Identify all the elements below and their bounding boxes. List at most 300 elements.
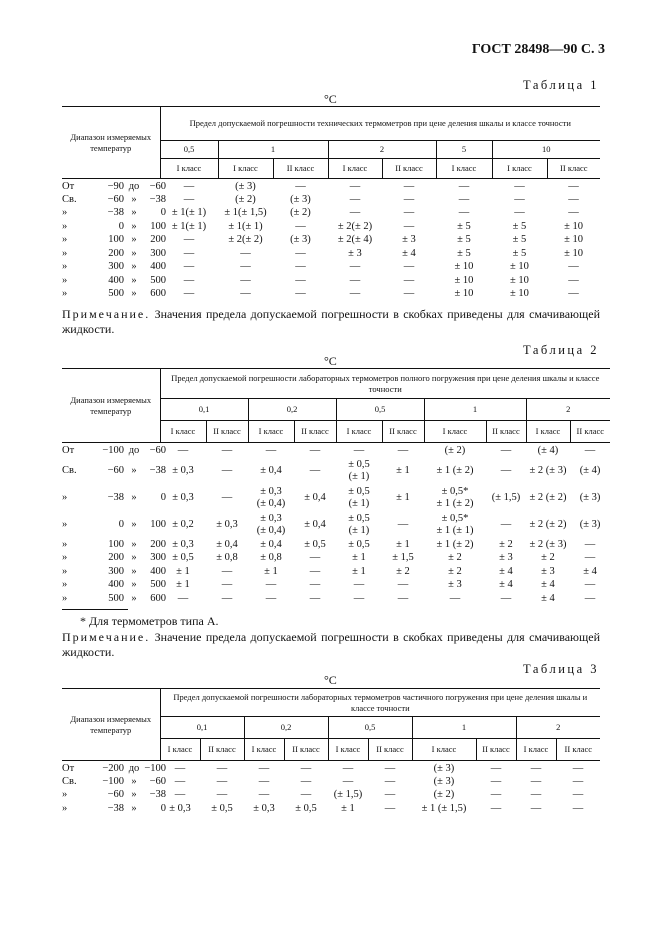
value-cell: ± 2 (± 3) [529, 464, 567, 476]
range-part: От [62, 445, 75, 456]
value-cell: — [568, 261, 579, 273]
range-part: » [62, 491, 68, 503]
value-cell: — [403, 193, 415, 205]
value-cell: — [183, 181, 195, 192]
value-cell: ± 5 [457, 247, 471, 259]
value-cell: — [295, 261, 306, 273]
range-part: » [131, 274, 137, 286]
value-cell: ± 4 [583, 565, 597, 577]
range-part: » [131, 552, 137, 564]
table3-class-header: II класс [200, 739, 244, 761]
table1-class-header: I класс [160, 159, 218, 179]
range-part: 300 [150, 247, 166, 259]
value-cell: ± 0,4 [304, 518, 326, 530]
value-cell: ± 0,4 [260, 538, 282, 550]
value-cell: — [403, 261, 415, 273]
table2-footnote: * Для термометров типа А. [80, 614, 219, 628]
value-cell: ± 1 (± 2) [436, 464, 474, 476]
value-cell: ± 1(± 1) [171, 207, 207, 219]
value-cell: — [240, 261, 251, 273]
range-part: −100 [102, 775, 124, 787]
value-cell: — [490, 802, 502, 814]
value-cell: ± 2 [448, 552, 462, 564]
value-cell: — [183, 274, 195, 286]
table3-class-header: I класс [160, 739, 200, 761]
table2-class-header: I класс [424, 421, 486, 443]
range-cell [62, 775, 166, 789]
range-part: 300 [108, 261, 124, 273]
value-cell: — [309, 552, 321, 564]
range-part: −200 [102, 763, 124, 774]
table1-note-label: Примечание. [62, 307, 151, 321]
value-cell: — [342, 763, 354, 774]
table1-division: 10 [492, 141, 600, 159]
range-cell [62, 179, 166, 194]
value-cell: — [221, 592, 233, 604]
value-cell: — [265, 579, 277, 591]
table2-class-header: I класс [160, 421, 206, 443]
value-cell: — [572, 775, 584, 787]
table2-division: 0,1 [160, 399, 248, 421]
value-cell: ± 0,5 [211, 802, 233, 814]
value-cell: ± 2(± 4) [337, 234, 373, 246]
range-part: » [131, 207, 137, 219]
range-part: » [131, 491, 137, 503]
table2-unit: °C [324, 354, 337, 368]
value-cell: (± 3) [579, 518, 601, 530]
value-cell: — [221, 491, 233, 503]
value-cell: — [221, 579, 233, 591]
value-cell: ± 0,3 [172, 464, 194, 476]
table1-class-header: II класс [547, 159, 600, 179]
value-cell: — [349, 288, 361, 300]
table2-note-label: Примечание. [62, 630, 151, 644]
value-cell: (± 4) [537, 445, 559, 456]
range-part: 300 [108, 565, 124, 577]
table3-caption: Таблица 3 [523, 662, 599, 676]
range-part: 200 [150, 234, 166, 246]
range-cell [62, 274, 166, 288]
value-cell: — [258, 775, 270, 787]
table-row [62, 789, 600, 803]
range-part: 200 [108, 552, 124, 564]
value-cell: — [216, 775, 228, 787]
table3-division: 0,1 [160, 717, 244, 739]
range-part: » [62, 552, 68, 564]
value-cell: — [397, 445, 409, 456]
value-cell: — [174, 763, 186, 774]
table3-division: 2 [516, 717, 600, 739]
table2-class-header: II класс [294, 421, 336, 443]
value-cell: ± 10 [510, 261, 529, 273]
value-cell: ± 10 [454, 261, 474, 273]
value-cell: — [183, 261, 195, 273]
value-cell: ± 1 [264, 565, 278, 577]
range-cell [62, 538, 166, 552]
value-cell: ± 1 [396, 464, 410, 476]
value-cell: ± 3 [541, 565, 555, 577]
table3-division: 1 [412, 717, 516, 739]
range-part: » [62, 802, 68, 814]
value-cell: — [384, 789, 396, 801]
value-cell: — [530, 775, 542, 787]
range-part: −38 [149, 464, 166, 476]
value-cell: — [584, 538, 596, 550]
value-cell: (± 3) [290, 234, 311, 246]
table2-class-header: II класс [486, 421, 526, 443]
range-part: 400 [150, 565, 166, 577]
value-cell: — [584, 579, 596, 591]
value-cell: — [221, 464, 233, 476]
value-cell: ± 2 (± 3) [529, 538, 567, 550]
range-cell [62, 288, 166, 302]
table-row [62, 193, 600, 207]
value-cell: ± 0,3 [216, 518, 238, 530]
value-cell: — [403, 220, 415, 232]
table1-class-header: I класс [328, 159, 382, 179]
value-cell: — [572, 763, 584, 774]
table2-division: 0,5 [336, 399, 424, 421]
value-cell: ± 5 [512, 234, 527, 246]
value-cell: ± 0,3 [172, 538, 194, 550]
value-cell: ± 0,3 [172, 491, 194, 503]
value-cell: ± 2(± 2) [228, 234, 263, 246]
value-cell: ± 0,4 [260, 464, 282, 476]
value-cell: — [183, 234, 195, 246]
range-part: 100 [108, 538, 124, 550]
range-part: » [131, 518, 137, 530]
range-part: −38 [149, 789, 166, 801]
value-cell: — [349, 274, 361, 286]
range-part: −60 [107, 464, 124, 476]
value-cell: (± 3) [433, 775, 455, 787]
value-cell: — [572, 789, 584, 801]
table1-unit: °C [324, 92, 337, 106]
range-part: 600 [150, 288, 166, 300]
range-cell [62, 565, 166, 579]
value-cell: — [530, 789, 542, 801]
value-cell: — [584, 592, 596, 604]
table-row [62, 179, 600, 194]
value-cell: — [240, 247, 251, 259]
range-part: » [131, 775, 137, 787]
value-cell: — [295, 220, 306, 232]
value-cell: (± 4) [579, 464, 601, 476]
value-cell: (± 2) [235, 193, 256, 205]
table-row [62, 579, 610, 593]
value-cell: ± 4 [499, 565, 513, 577]
range-part: » [62, 220, 68, 232]
value-cell: — [530, 802, 542, 814]
range-part: 500 [150, 579, 166, 591]
range-part: От [62, 181, 75, 192]
range-part: 500 [108, 592, 124, 604]
value-cell: ± 10 [454, 288, 474, 300]
range-cell [62, 261, 166, 275]
table1-division: 1 [218, 141, 328, 159]
value-cell: ± 2 [541, 552, 555, 564]
value-cell: (± 3) [290, 193, 311, 205]
value-cell: ± 5 [457, 234, 471, 246]
value-cell: ± 0,3 (± 0,4) [256, 512, 286, 536]
range-part: 500 [150, 274, 166, 286]
range-part: 600 [150, 592, 166, 604]
table3-class-header: I класс [244, 739, 284, 761]
range-part: » [62, 789, 68, 801]
table2-class-header: I класс [248, 421, 294, 443]
value-cell: ± 1(± 1,5) [224, 207, 267, 219]
value-cell: ± 3 [499, 552, 513, 564]
table-row [62, 247, 600, 261]
value-cell: — [349, 193, 361, 205]
table2-division: 1 [424, 399, 526, 421]
range-part: −60 [107, 193, 124, 205]
table1-main-header: Предел допускаемой погрешности технических термометров при цене деления шкалы и классе точности [160, 107, 600, 141]
value-cell: — [183, 288, 195, 300]
value-cell: — [240, 274, 251, 286]
table2-class-header: II класс [570, 421, 610, 443]
value-cell: ± 1 (± 1,5) [421, 802, 467, 814]
value-cell: ± 2 [396, 565, 410, 577]
table-row [62, 274, 600, 288]
range-cell [62, 592, 166, 606]
range-part: 400 [108, 579, 124, 591]
range-part: » [62, 565, 68, 577]
value-cell: — [568, 274, 579, 286]
value-cell: ± 1,5 [392, 552, 414, 564]
range-cell [62, 484, 166, 511]
range-part: » [62, 288, 68, 300]
value-cell: — [514, 193, 525, 205]
range-part: » [62, 207, 68, 219]
range-part: −60 [107, 789, 124, 801]
range-cell [62, 443, 166, 458]
range-part: Св. [62, 464, 77, 476]
value-cell: — [384, 802, 396, 814]
value-cell: ± 1 [352, 565, 366, 577]
value-cell: — [490, 775, 502, 787]
range-cell [62, 220, 166, 234]
value-cell: ± 10 [510, 274, 529, 286]
range-part: » [131, 288, 137, 300]
range-part: » [131, 592, 137, 604]
value-cell: ± 2 (± 2) [529, 491, 567, 503]
value-cell: ± 2 [448, 565, 462, 577]
table1-class-header: II класс [382, 159, 436, 179]
table1-range-header: Диапазон измеряемых температур [62, 107, 160, 179]
range-part: 200 [150, 538, 166, 550]
table-row [62, 234, 600, 248]
range-part: Св. [62, 193, 77, 205]
range-part: Св. [62, 775, 77, 787]
table-row [62, 207, 600, 221]
range-part: 100 [150, 220, 166, 232]
value-cell: ± 1(± 1) [171, 220, 207, 232]
value-cell: — [265, 592, 277, 604]
table1 [62, 106, 600, 301]
table3-class-header: II класс [556, 739, 600, 761]
value-cell: — [530, 763, 542, 774]
table2 [62, 368, 610, 606]
range-part: 300 [150, 552, 166, 564]
value-cell: — [397, 579, 409, 591]
range-part: » [131, 220, 137, 232]
table-row [62, 775, 600, 789]
table-row [62, 484, 610, 511]
range-part: 0 [160, 207, 166, 219]
value-cell: — [216, 789, 228, 801]
table1-note [62, 307, 600, 337]
range-part: » [62, 261, 68, 273]
value-cell: — [309, 445, 321, 456]
range-part: » [131, 247, 137, 259]
range-part: 0 [118, 518, 124, 530]
table1-class-header: I класс [218, 159, 273, 179]
value-cell: — [514, 207, 525, 219]
value-cell: — [568, 207, 579, 219]
table2-range-header: Диапазон измеряемых температур [62, 369, 160, 443]
value-cell: ± 4 [541, 592, 555, 604]
value-cell: — [458, 193, 470, 205]
table1-class-header: II класс [273, 159, 328, 179]
range-part: −90 [107, 181, 124, 192]
table-row [62, 511, 610, 538]
value-cell: ± 1 [396, 538, 410, 550]
value-cell: (± 1,5) [333, 789, 363, 801]
value-cell: ± 1 [176, 579, 190, 591]
table-row [62, 552, 610, 566]
value-cell: — [353, 445, 365, 456]
value-cell: — [174, 775, 186, 787]
value-cell: — [384, 763, 396, 774]
table3-division: 0,5 [328, 717, 412, 739]
value-cell: — [216, 763, 228, 774]
table2-class-header: II класс [206, 421, 248, 443]
table2-class-header: II класс [382, 421, 424, 443]
range-cell [62, 207, 166, 221]
table2-class-header: I класс [336, 421, 382, 443]
value-cell: ± 10 [510, 288, 529, 300]
value-cell: — [384, 775, 396, 787]
value-cell: — [300, 789, 312, 801]
range-part: » [62, 538, 68, 550]
value-cell: ± 5 [512, 247, 527, 259]
table3-class-header: II класс [368, 739, 412, 761]
range-part: 0 [160, 491, 166, 503]
range-part: » [62, 579, 68, 591]
range-part: » [131, 464, 137, 476]
value-cell: — [265, 445, 277, 456]
value-cell: — [584, 445, 596, 456]
value-cell: ± 3 [402, 234, 416, 246]
value-cell: ± 4 [499, 579, 513, 591]
value-cell: — [403, 274, 415, 286]
table1-class-header: I класс [436, 159, 492, 179]
value-cell: — [174, 789, 186, 801]
range-part: 200 [108, 247, 124, 259]
value-cell: — [458, 181, 470, 192]
value-cell: — [353, 592, 365, 604]
range-part: 0 [160, 802, 166, 814]
range-part: 400 [150, 261, 166, 273]
table3-main-header: Предел допускаемой погрешности лабораторных термометров частичного погружения при цене деления шкалы и классе точности [160, 689, 600, 717]
value-cell: — [397, 592, 409, 604]
table2-main-header: Предел допускаемой погрешности лабораторных термометров полного погружения при цене деления шкалы и классе точности [160, 369, 610, 399]
value-cell: (± 3) [579, 491, 601, 503]
value-cell: (± 1,5) [491, 491, 521, 503]
table3-division: 0,2 [244, 717, 328, 739]
range-cell [62, 789, 166, 803]
range-part: » [131, 789, 137, 801]
value-cell: ± 4 [541, 579, 555, 591]
value-cell: ± 5 [512, 220, 527, 232]
value-cell: ± 0,5 [295, 802, 317, 814]
value-cell: — [221, 445, 233, 456]
table1-note-text: Значения предела допускаемой погрешности в скобках приведены для смачивающей жидкости. [62, 307, 600, 336]
value-cell: — [449, 592, 461, 604]
range-part: до [128, 763, 140, 774]
value-cell: — [295, 247, 306, 259]
page-header: ГОСТ 28498—90 С. 3 [471, 42, 605, 57]
value-cell: ± 0,3 [253, 802, 275, 814]
range-cell [62, 457, 166, 484]
range-cell [62, 511, 166, 538]
table1-class-header: I класс [492, 159, 547, 179]
table2-note [62, 630, 600, 660]
value-cell: — [490, 789, 502, 801]
range-cell [62, 193, 166, 207]
range-part: » [131, 802, 137, 814]
value-cell: — [500, 464, 512, 476]
range-cell [62, 802, 166, 816]
value-cell: — [584, 552, 596, 564]
value-cell: — [295, 181, 306, 192]
range-part: » [131, 565, 137, 577]
range-part: −38 [107, 802, 124, 814]
value-cell: — [397, 518, 409, 530]
value-cell: — [295, 288, 306, 300]
range-part: 0 [118, 220, 124, 232]
range-part: −60 [149, 775, 166, 787]
value-cell: — [458, 207, 470, 219]
range-part: » [131, 193, 137, 205]
value-cell: (± 3) [235, 181, 256, 192]
value-cell: — [342, 775, 354, 787]
range-part: » [62, 274, 68, 286]
table-row [62, 261, 600, 275]
value-cell: — [568, 288, 579, 300]
value-cell: ± 0,4 [216, 538, 238, 550]
value-cell: ± 0,5* ± 1 (± 1) [436, 512, 474, 536]
value-cell: ± 0,8 [260, 552, 282, 564]
value-cell: ± 2 [499, 538, 513, 550]
table1-division: 0,5 [160, 141, 218, 159]
value-cell: ± 0,5* ± 1 (± 2) [436, 485, 474, 509]
table-row [62, 443, 610, 458]
value-cell: — [514, 181, 525, 192]
value-cell: — [403, 288, 415, 300]
range-part: » [131, 234, 137, 246]
value-cell: — [309, 464, 321, 476]
value-cell: ± 10 [564, 234, 583, 246]
value-cell: ± 1 (± 2) [436, 538, 474, 550]
value-cell: ± 1 [341, 802, 355, 814]
table3-class-header: I класс [412, 739, 476, 761]
table-row [62, 457, 610, 484]
value-cell: ± 3 [348, 247, 362, 259]
range-part: −100 [144, 763, 166, 774]
value-cell: — [500, 445, 512, 456]
